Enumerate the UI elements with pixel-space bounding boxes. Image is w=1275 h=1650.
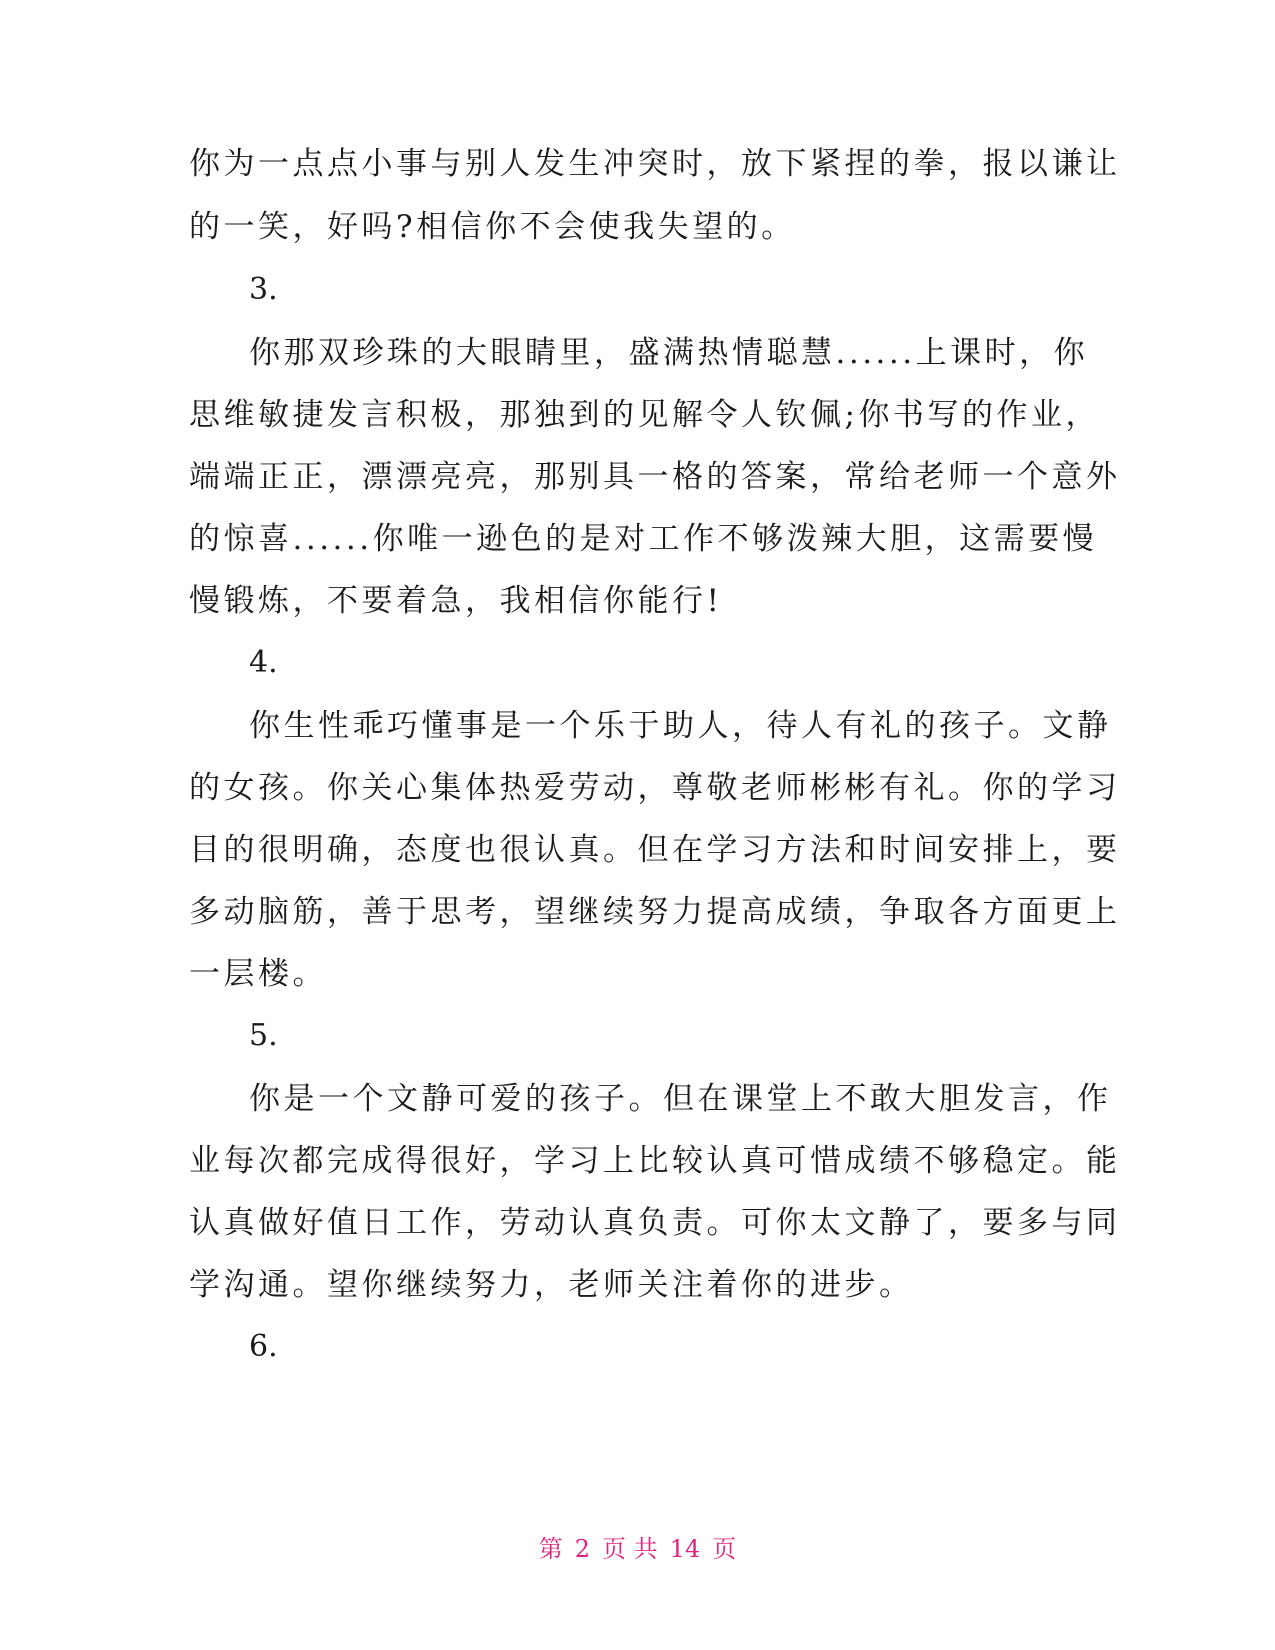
paragraph-line: 业每次都完成得很好，学习上比较认真可惜成绩不够稳定。能 (189, 1143, 1121, 1179)
paragraph-line: 你为一点点小事与别人发生冲突时，放下紧捏的拳，报以谦让 (189, 146, 1121, 182)
footer-page-number: 2 (574, 1535, 591, 1563)
item-number: 4. (249, 645, 278, 680)
paragraph-line: 目的很明确，态度也很认真。但在学习方法和时间安排上，要 (189, 832, 1121, 868)
footer-total-pages: 14 (669, 1535, 701, 1563)
paragraph-line: 认真做好值日工作，劳动认真负责。可你太文静了，要多与同 (189, 1205, 1121, 1241)
paragraph-line: 慢锻炼，不要着急，我相信你能行! (189, 583, 723, 619)
paragraph-line: 的女孩。你关心集体热爱劳动，尊敬老师彬彬有礼。你的学习 (189, 770, 1121, 806)
item-number: 6. (249, 1329, 278, 1364)
item-number: 5. (249, 1018, 278, 1053)
paragraph-line: 你是一个文静可爱的孩子。但在课堂上不敢大胆发言，作 (249, 1081, 1112, 1117)
item-number: 3. (249, 272, 278, 307)
paragraph-line: 的一笑，好吗?相信你不会使我失望的。 (189, 209, 796, 245)
page-footer (0, 1534, 1275, 1564)
paragraph-line: 思维敏捷发言积极，那独到的见解令人钦佩;你书写的作业， (189, 397, 1100, 433)
footer-suffix: 页 (712, 1535, 737, 1563)
footer-middle: 页 共 (602, 1535, 658, 1563)
paragraph-line: 多动脑筋，善于思考，望继续努力提高成绩，争取各方面更上 (189, 894, 1121, 930)
paragraph-line: 你生性乖巧懂事是一个乐于助人，待人有礼的孩子。文静 (249, 708, 1112, 744)
paragraph-line: 端端正正，漂漂亮亮，那别具一格的答案，常给老师一个意外 (189, 459, 1121, 495)
paragraph-line: 的惊喜......你唯一逊色的是对工作不够泼辣大胆，这需要慢 (189, 521, 1098, 557)
paragraph-line: 学沟通。望你继续努力，老师关注着你的进步。 (189, 1267, 914, 1303)
paragraph-line: 一层楼。 (189, 956, 327, 992)
footer-prefix: 第 (538, 1535, 563, 1563)
paragraph-line: 你那双珍珠的大眼睛里，盛满热情聪慧......上课时，你 (249, 335, 1089, 371)
